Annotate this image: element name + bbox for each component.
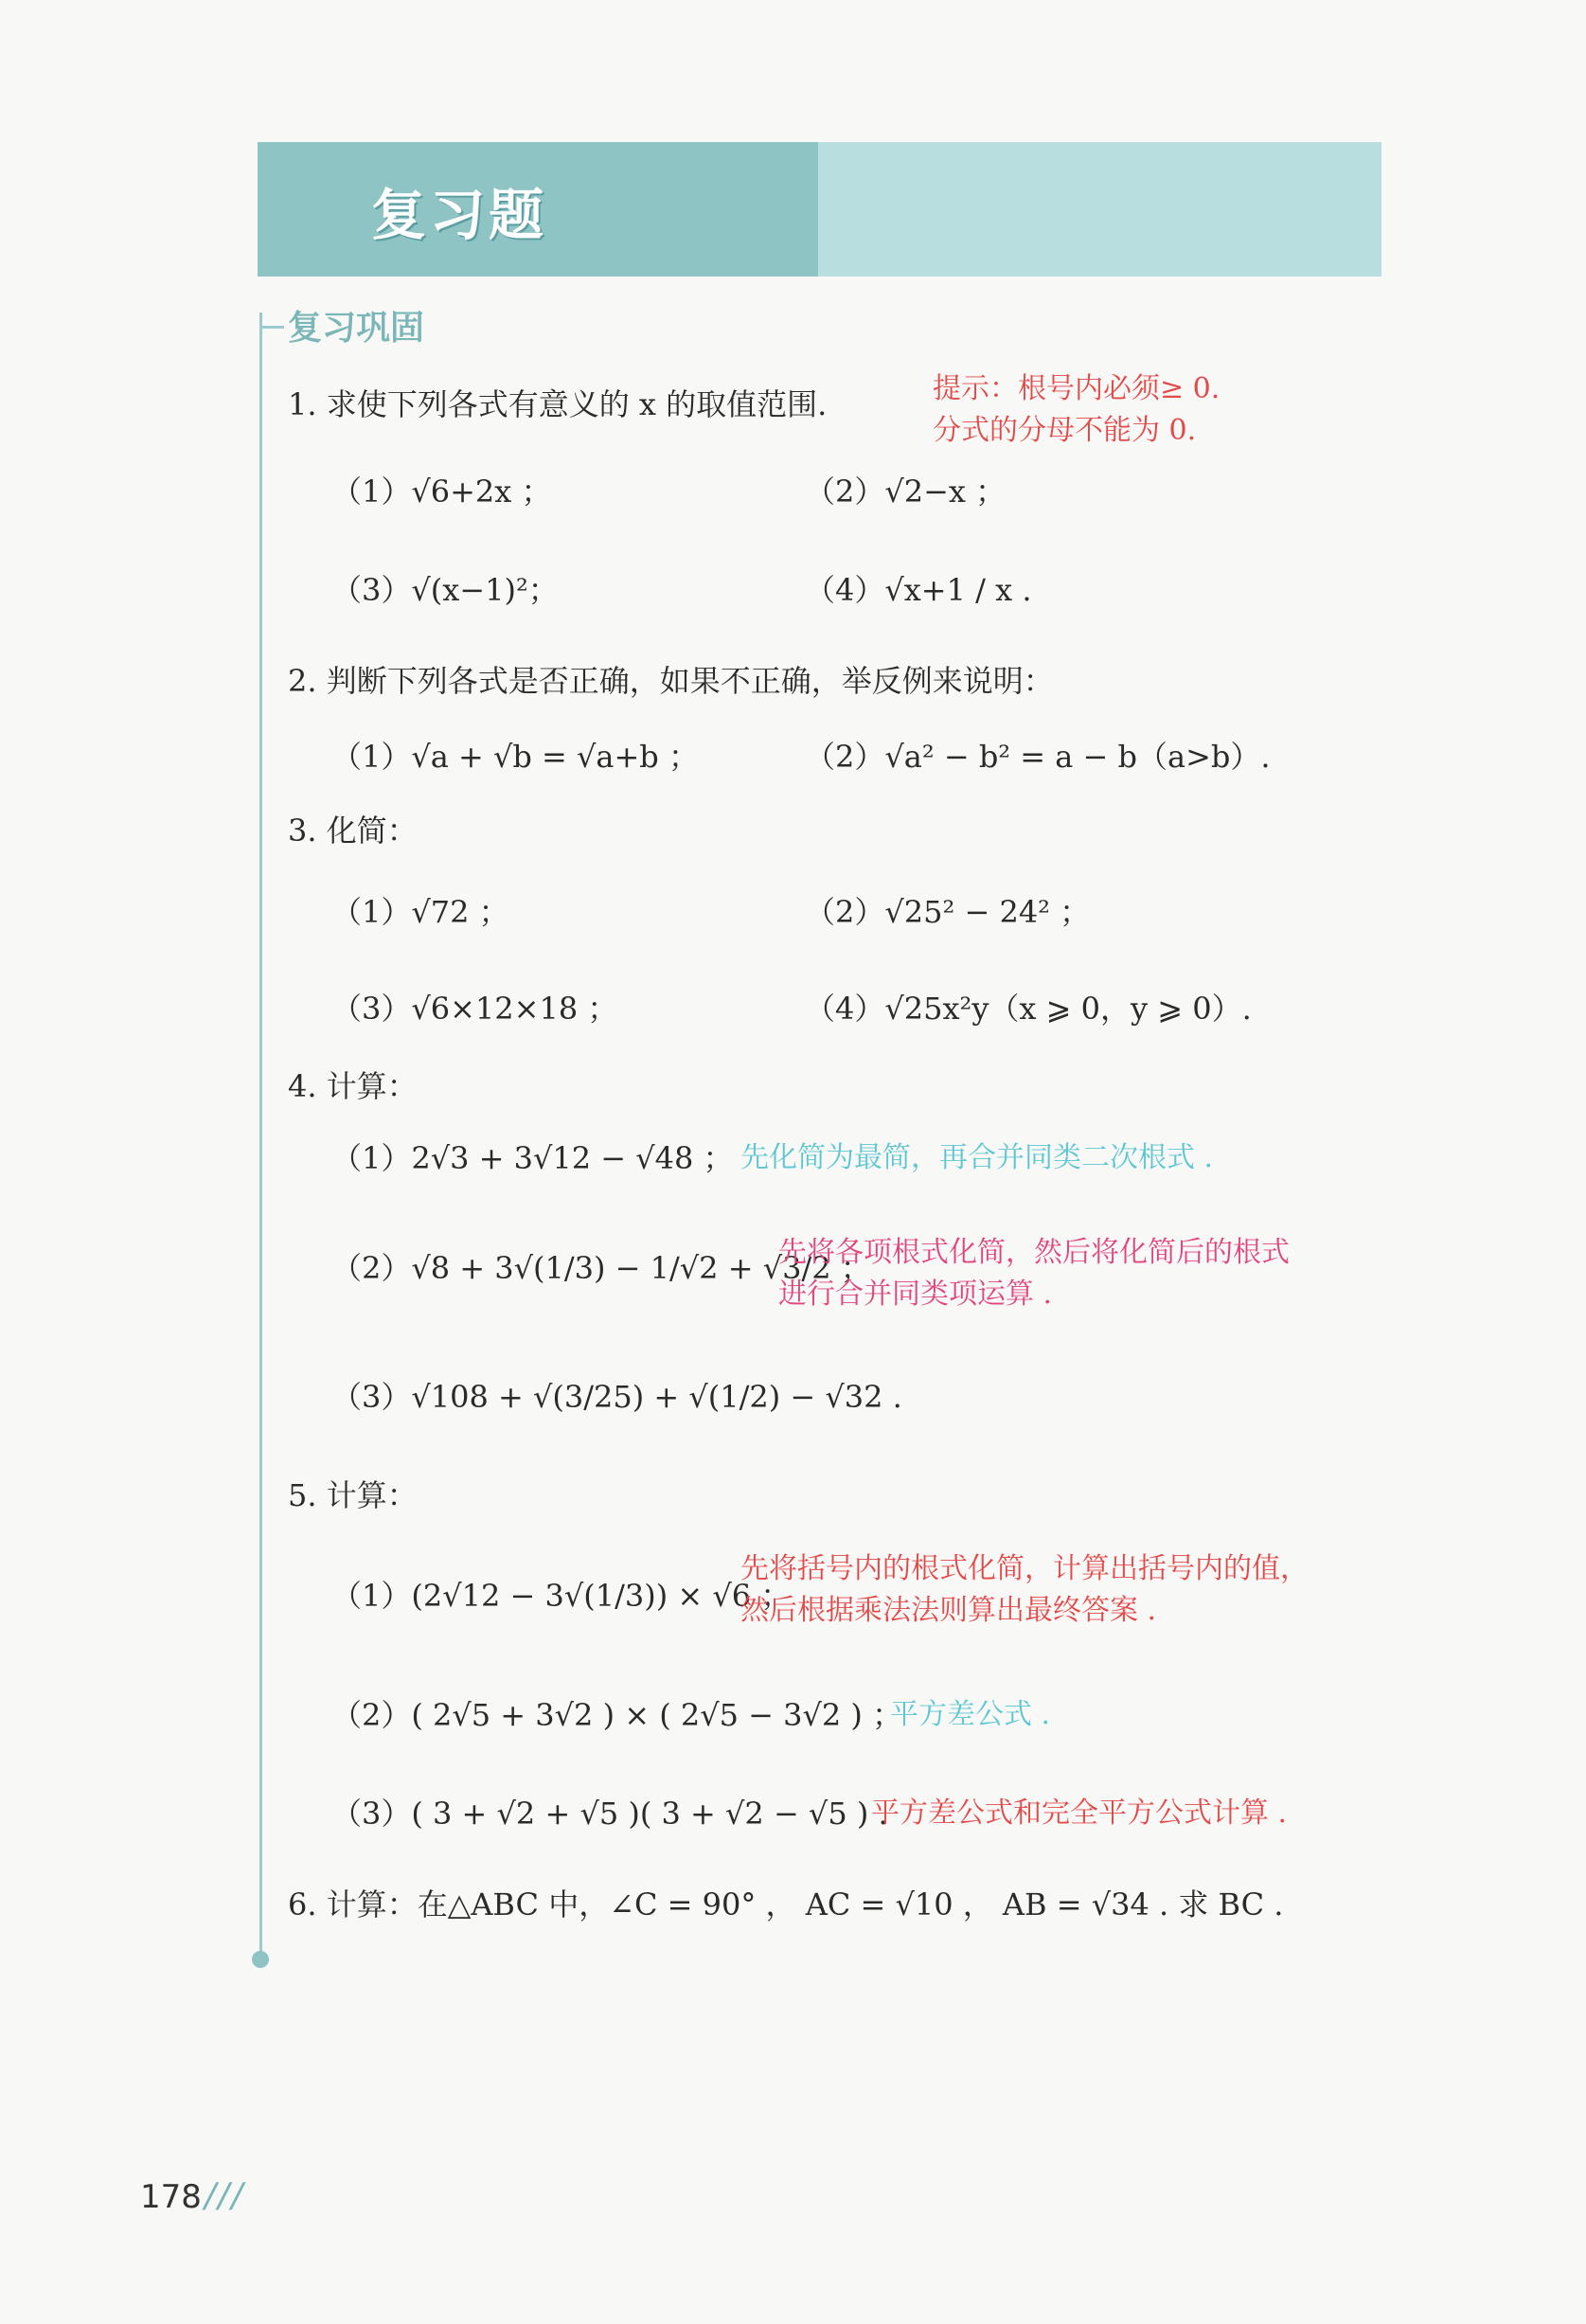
problem-1-b: （2）√2−x ； [805, 474, 1007, 509]
problem-3-d: （4）√25x²y（x ⩾ 0，y ⩾ 0）. [805, 991, 1252, 1027]
problem-4-b: （2）√8 + 3√(1/3) − 1/√2 + √3/2 ； [331, 1250, 871, 1286]
sidebar-rule [259, 313, 262, 1960]
hint-1-line1: 提示：根号内必须≥ 0. [933, 372, 1221, 405]
problem-4-c: （3）√108 + √(3/25) + √(1/2) − √32 . [331, 1379, 902, 1415]
problem-3-c: （3）√6×12×18 ； [331, 991, 618, 1027]
page-title: 复习题 [371, 183, 548, 247]
hint-1-line2: 分式的分母不能为 0. [933, 414, 1197, 447]
hint-4-2-line1: 先将各项根式化简，然后将化简后的根式 [778, 1236, 1290, 1269]
problem-1-c: （3）√(x−1)²； [331, 572, 559, 608]
problem-2-stem: 2. 判断下列各式是否正确，如果不正确，举反例来说明： [288, 663, 1054, 699]
problem-2-a: （1）√a + √b = √a+b ； [331, 739, 699, 775]
hint-5-1-line1: 先将括号内的根式化简，计算出括号内的值， [740, 1552, 1309, 1585]
title-banner [258, 142, 1381, 277]
problem-3-b: （2）√25² − 24² ； [805, 894, 1091, 930]
problem-1-d: （4）√x+1 / x . [805, 572, 1032, 608]
problem-5-stem: 5. 计算： [288, 1477, 418, 1513]
page-number: 178 [140, 2178, 202, 2216]
section-heading: 复习巩固 [288, 309, 425, 348]
problem-4-a: （1）2√3 + 3√12 − √48 ； [331, 1140, 734, 1176]
hint-5-1-line2: 然后根据乘法法则算出最终答案 . [740, 1594, 1157, 1627]
problem-5-a: （1）(2√12 − 3√(1/3)) × √6 ； [331, 1578, 792, 1614]
hint-4-2-line2: 进行合并同类项运算 . [778, 1278, 1053, 1311]
problem-3-a: （1）√72 ； [331, 894, 509, 930]
problem-4-stem: 4. 计算： [288, 1068, 418, 1104]
hint-5-3: 平方差公式和完全平方公式计算 . [871, 1797, 1288, 1830]
problem-6-stem: 6. 计算：在△ABC 中，∠C = 90° ， AC = √10 ， AB = √34 . 求 BC . [288, 1886, 1284, 1922]
sidebar-end-dot [252, 1951, 269, 1968]
problem-2-b: （2）√a² − b² = a − b（a>b）. [805, 739, 1271, 775]
problem-1-a: （1）√6+2x ； [331, 474, 552, 509]
problem-5-c: （3）( 3 + √2 + √5 )( 3 + √2 − √5 ) . [331, 1796, 888, 1832]
page-slashes-decoration: /// [205, 2176, 245, 2215]
hint-4-1: 先化简为最简，再合并同类二次根式 . [740, 1141, 1214, 1174]
hint-5-2: 平方差公式 . [890, 1698, 1051, 1731]
section-tick [259, 326, 284, 329]
problem-1-stem: 1. 求使下列各式有意义的 x 的取值范围. [288, 386, 828, 422]
banner-light-block [818, 142, 1381, 277]
problem-3-stem: 3. 化简： [288, 813, 418, 849]
problem-5-b: （2）( 2√5 + 3√2 ) × ( 2√5 − 3√2 ) ； [331, 1697, 903, 1733]
